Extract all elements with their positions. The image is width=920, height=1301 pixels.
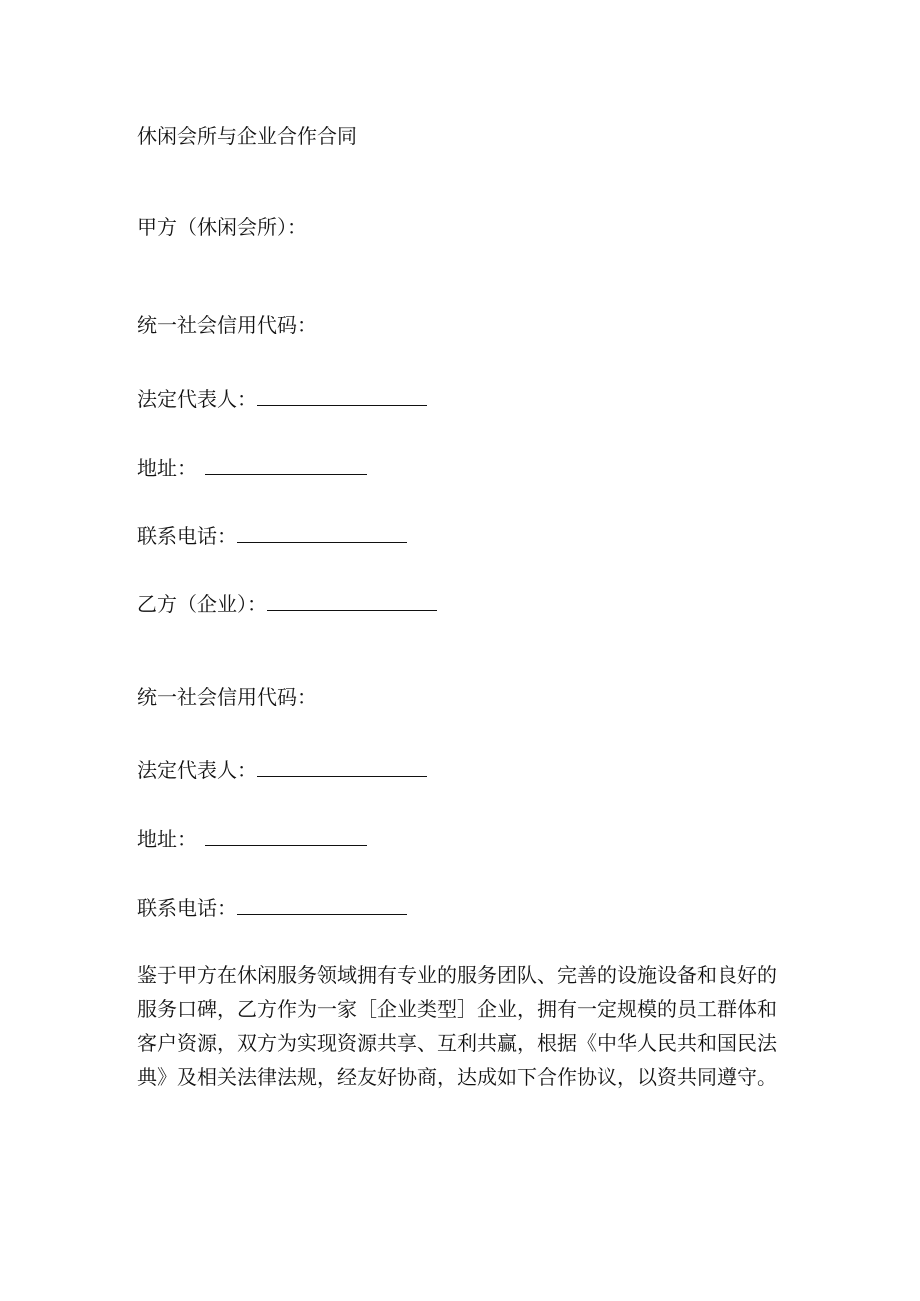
preamble-line: 鉴于甲方在休闲服务领域拥有专业的服务团队、完善的设施设备和良好的 xyxy=(137,963,777,987)
party-b-phone-label: 联系电话： xyxy=(137,896,237,920)
party-a-address-blank xyxy=(205,458,367,475)
party-b-address-blank xyxy=(205,829,367,846)
party-a-legal-rep-blank xyxy=(257,389,427,406)
party-b-address-label: 地址： xyxy=(137,827,197,851)
preamble-line: 客户资源，双方为实现资源共享、互利共赢，根据《中华人民共和国民法 xyxy=(137,1031,777,1055)
party-a-address-row xyxy=(137,456,367,480)
preamble-line: 典》及相关法律法规，经友好协商，达成如下合作协议，以资共同遵守。 xyxy=(137,1065,777,1089)
party-b-phone-row xyxy=(137,896,407,920)
party-b-address-row xyxy=(137,827,367,851)
party-a-address-label: 地址： xyxy=(137,456,197,480)
party-b-legal-rep-row xyxy=(137,758,427,782)
party-b-heading-row xyxy=(137,592,437,616)
party-b-legal-rep-blank xyxy=(257,760,427,777)
party-a-phone-blank xyxy=(237,526,407,543)
party-a-phone-label: 联系电话： xyxy=(137,524,237,548)
party-a-legal-rep-row xyxy=(137,387,427,411)
party-a-legal-rep-label: 法定代表人： xyxy=(137,387,257,411)
preamble-paragraph xyxy=(137,958,797,1094)
party-b-heading: 乙方（企业）： xyxy=(137,592,267,616)
party-b-legal-rep-label: 法定代表人： xyxy=(137,758,257,782)
preamble-line: 服务口碑，乙方作为一家［企业类型］企业，拥有一定规模的员工群体和 xyxy=(137,997,777,1021)
party-b-name-blank xyxy=(267,594,437,611)
party-b-phone-blank xyxy=(237,898,407,915)
party-a-credit-code-label: 统一社会信用代码： xyxy=(137,313,317,337)
party-a-heading: 甲方（休闲会所）： xyxy=(137,215,307,239)
party-b-credit-code-label: 统一社会信用代码： xyxy=(137,685,317,709)
document-title: 休闲会所与企业合作合同 xyxy=(137,124,357,148)
party-a-phone-row xyxy=(137,524,407,548)
